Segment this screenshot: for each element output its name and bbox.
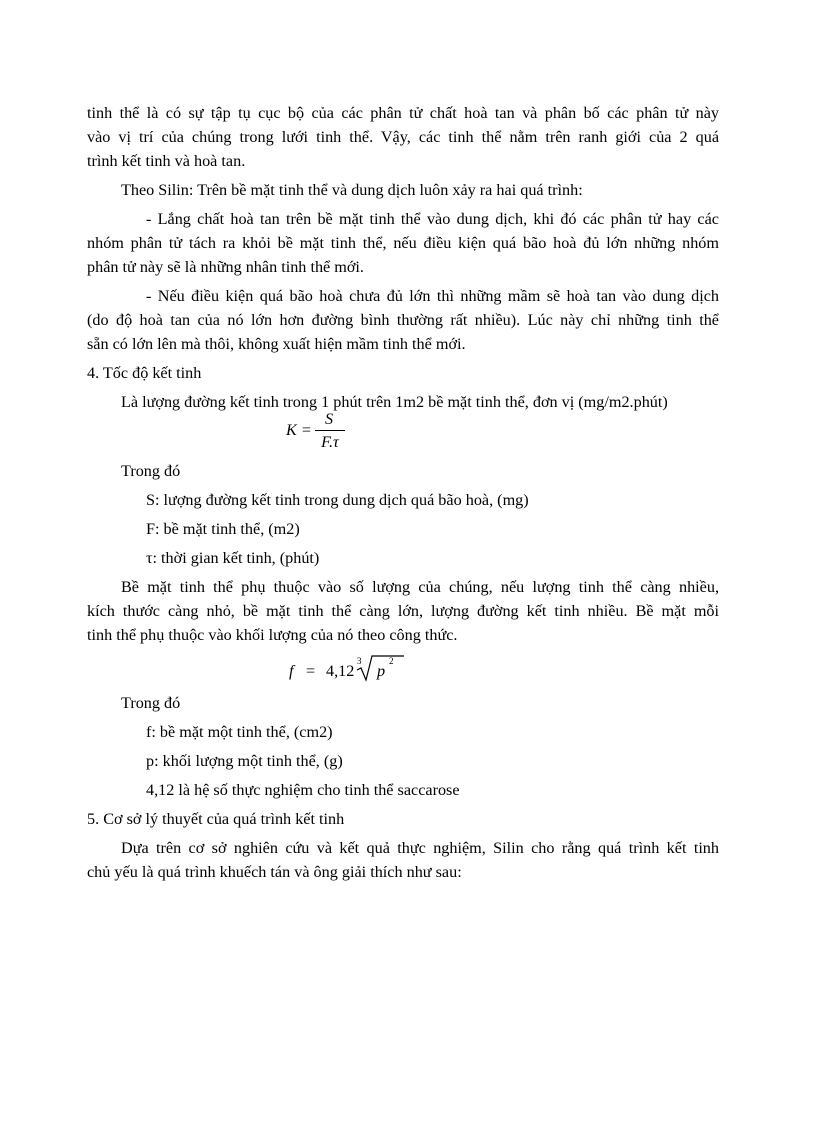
paragraph-line: kích thước càng nhỏ, bề mặt tinh thể càng lớn, lượng đường kết tinh nhiều. Bề mặt mỗi: [87, 602, 719, 620]
formula-lhs: K =: [286, 421, 312, 439]
definition-item: S: lượng đường kết tinh trong dung dịch quá bão hoà, (mg): [146, 491, 529, 509]
section-heading: 4. Tốc độ kết tinh: [87, 364, 202, 382]
paragraph-line: vào vị trí của chúng trong lưới tinh thể. Vậy, các tinh thể nằm trên ranh giới của 2 quá: [87, 128, 719, 146]
paragraph-line: tinh thể là có sự tập tụ cục bộ của các phân tử chất hoà tan và phân bố các phân tử này: [87, 104, 719, 122]
section-heading: 5. Cơ sở lý thuyết của quá trình kết tinh: [87, 810, 345, 828]
formula-exponent: 2: [389, 656, 394, 666]
fraction-bar: [315, 430, 345, 431]
formula-equals: =: [306, 662, 316, 680]
paragraph-line: chủ yếu là quá trình khuếch tán và ông giải thích như sau:: [87, 863, 462, 881]
paragraph-line: nhóm phân tử tách ra khỏi bề mặt tinh thể, nếu điều kiện quá bão hoà đủ lớn những nhóm: [87, 234, 719, 252]
paragraph-line: - Nếu điều kiện quá bão hoà chưa đủ lớn thì những mầm sẽ hoà tan vào dung dịch: [146, 287, 719, 305]
paragraph-line: (do độ hoà tan của nó lớn hơn đường bình thường rất nhiều). Lúc này chỉ những tinh thể: [87, 311, 719, 329]
definition-item: F: bề mặt tinh thể, (m2): [146, 520, 300, 538]
definition-item: f: bề mặt một tinh thể, (cm2): [146, 723, 333, 741]
paragraph-line: trình kết tinh và hoà tan.: [87, 152, 246, 170]
formula-denominator: F.τ: [321, 433, 339, 451]
paragraph-line: Bề mặt tinh thể phụ thuộc vào số lượng của chúng, nếu lượng tinh thể càng nhiều,: [121, 578, 719, 596]
where-label: Trong đó: [121, 462, 181, 480]
root-index: 3: [357, 656, 362, 666]
paragraph-line: Là lượng đường kết tinh trong 1 phút trên 1m2 bề mặt tinh thể, đơn vị (mg/m2.phút): [121, 393, 668, 411]
where-label: Trong đó: [121, 694, 181, 712]
paragraph-line: sẵn có lớn lên mà thôi, không xuất hiện mầm tinh thể mới.: [87, 335, 466, 353]
definition-item: 4,12 là hệ số thực nghiệm cho tinh thể saccarose: [146, 781, 460, 799]
definition-item: p: khối lượng một tinh thể, (g): [146, 752, 343, 770]
formula-lhs: f: [289, 662, 294, 680]
formula-coefficient: 4,12: [326, 662, 355, 680]
paragraph-line: - Lắng chất hoà tan trên bề mặt tinh thể vào dung dịch, khi đó các phân tử hay các: [146, 210, 719, 228]
paragraph-line: tinh thể phụ thuộc vào khối lượng của nó theo công thức.: [87, 626, 458, 644]
formula-base: p: [377, 662, 386, 680]
paragraph-line: phân tử này sẽ là những nhân tinh thể mới.: [87, 258, 364, 276]
paragraph-line: Theo Silin: Trên bề mặt tinh thể và dung dịch luôn xảy ra hai quá trình:: [121, 181, 583, 199]
paragraph-line: Dựa trên cơ sở nghiên cứu và kết quả thực nghiệm, Silin cho rằng quá trình kết tinh: [121, 839, 719, 857]
definition-item: τ: thời gian kết tinh, (phút): [146, 549, 320, 567]
formula-numerator: S: [324, 410, 334, 428]
